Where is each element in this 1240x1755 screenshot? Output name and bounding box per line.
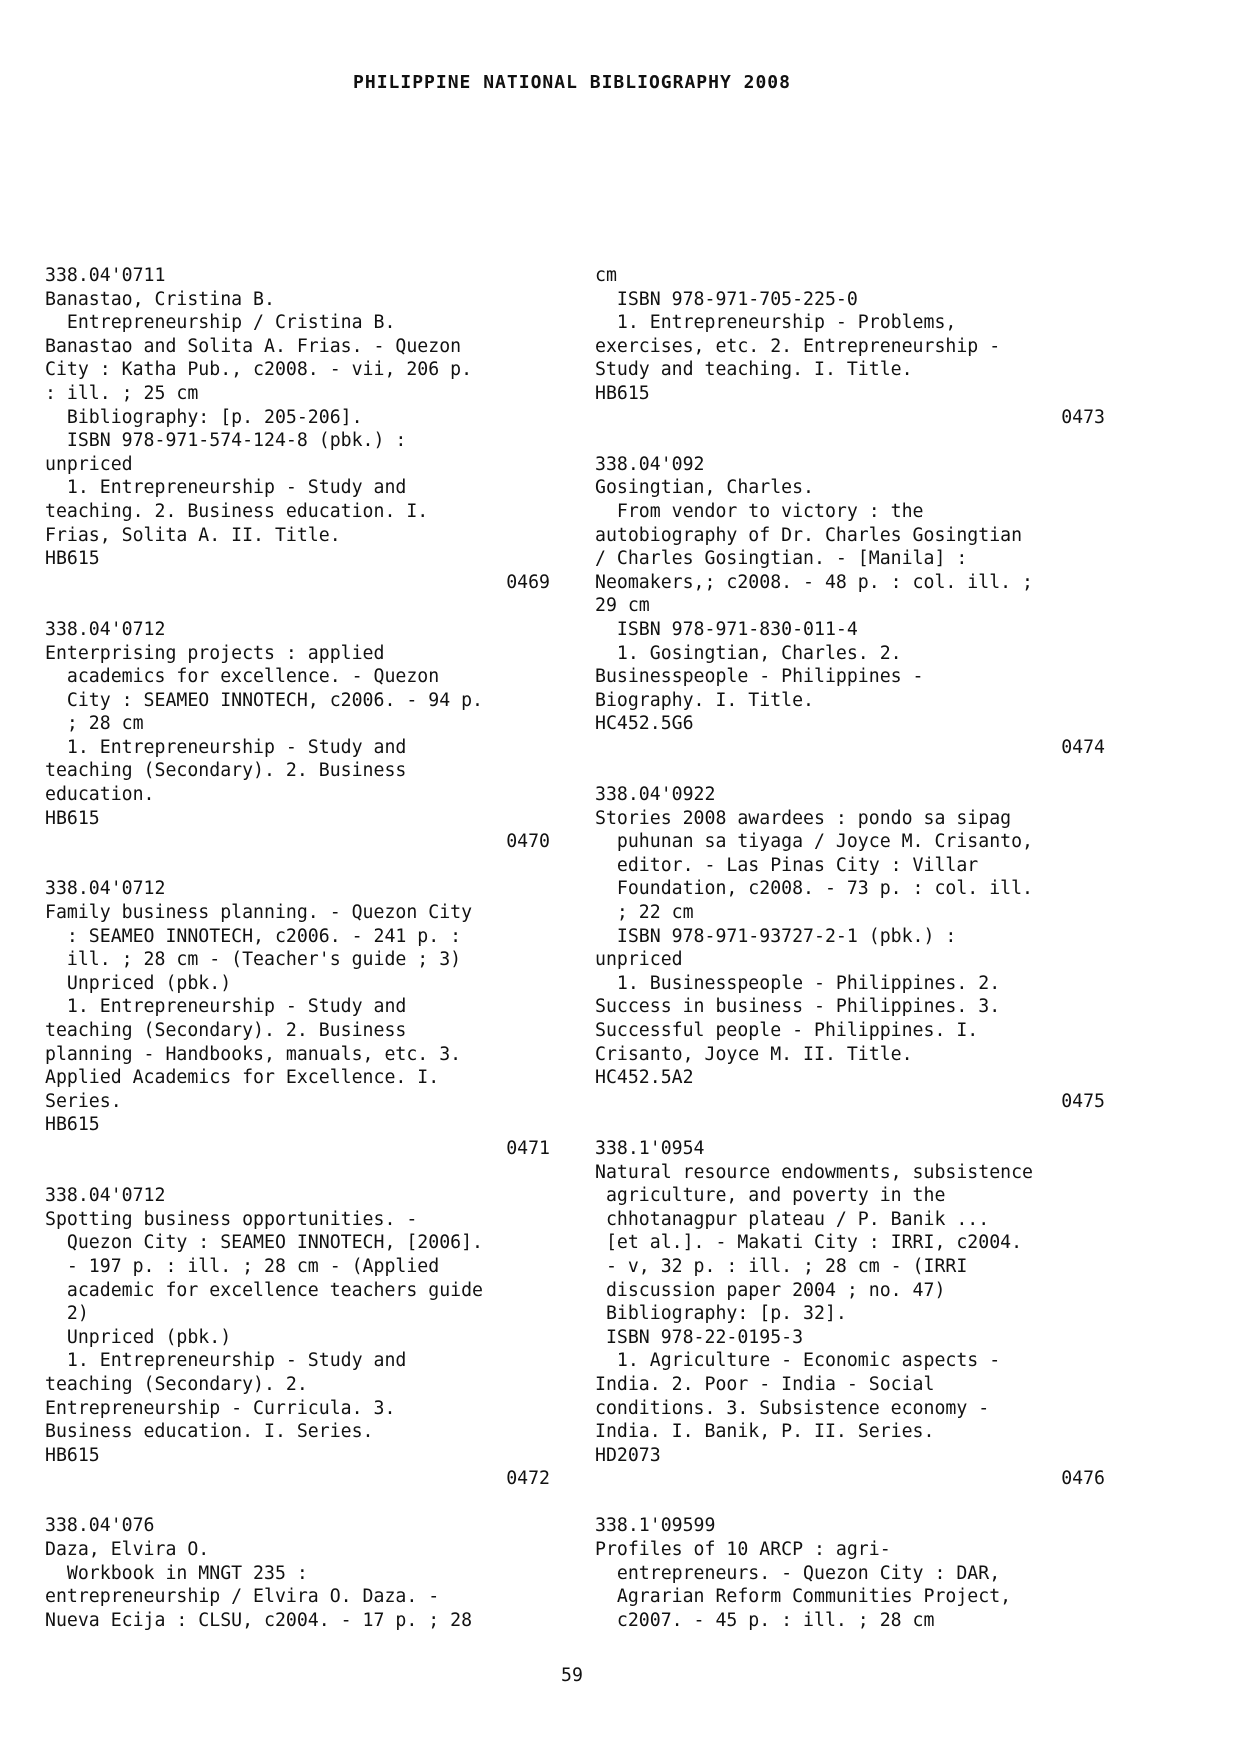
entry-line: HD2073 (595, 1444, 661, 1466)
entry-line: : SEAMEO INNOTECH, c2006. - 241 p. : (45, 925, 462, 947)
entry-line: Foundation, c2008. - 73 p. : col. ill. (595, 878, 1033, 900)
entry-line: ; 28 cm (45, 713, 144, 735)
entry-line: ISBN 978-971-705-225-0 (595, 288, 858, 310)
entry-line: 338.1'0954 (595, 1137, 705, 1159)
entry-line: Neomakers,; c2008. - 48 p. : col. ill. ; (595, 571, 1033, 593)
entry-line: Quezon City : SEAMEO INNOTECH, [2006]. (45, 1232, 483, 1254)
entry-line: : ill. ; 25 cm (45, 382, 199, 404)
entry-line: [et al.]. - Makati City : IRRI, c2004. (595, 1232, 1023, 1254)
entry-line: Bibliography: [p. 32]. (595, 1303, 847, 1325)
entry-line: entrepreneurship / Elvira O. Daza. - (45, 1586, 440, 1608)
entry-line: HB615 (595, 382, 650, 404)
entry-line: Success in business - Philippines. 3. (595, 996, 1001, 1018)
entry-line: ISBN 978-971-830-011-4 (595, 618, 858, 640)
entry-line: Stories 2008 awardees : pondo sa sipag (595, 807, 1012, 829)
entry-line: - v, 32 p. : ill. ; 28 cm - (IRRI (595, 1255, 968, 1277)
entry-line: 1. Agriculture - Economic aspects - (595, 1350, 1001, 1372)
entry-line: 1. Entrepreneurship - Study and (45, 1350, 407, 1372)
entry-line: 338.1'09599 (595, 1515, 716, 1537)
entry-line: teaching (Secondary). 2. (45, 1373, 308, 1395)
entry-line: Unpriced (pbk.) (45, 1326, 232, 1348)
entry-line: Workbook in MNGT 235 : (45, 1562, 308, 1584)
entry-line: 338.04'092 (595, 453, 705, 475)
entry-line: HB615 (45, 1444, 100, 1466)
entry-number: 0471 (506, 1137, 550, 1159)
entry-line: Series. (45, 1090, 122, 1112)
entry-line: Bibliography: [p. 205-206]. (45, 406, 363, 428)
entry-line: autobiography of Dr. Charles Gosingtian (595, 524, 1023, 546)
entry-line: unpriced (45, 453, 133, 475)
entry-line: Entrepreneurship - Curricula. 3. (45, 1397, 396, 1419)
entry-line: 338.04'0712 (45, 1185, 166, 1207)
entry-line: Successful people - Philippines. I. (595, 1020, 979, 1041)
entry-line: HC452.5A2 (595, 1067, 694, 1089)
entry-spacer (595, 1113, 1105, 1137)
entry-line: teaching (Secondary). 2. Business (45, 760, 407, 782)
entry-line: cm (595, 265, 617, 286)
entry-spacer (595, 759, 1105, 783)
entry-line: Banastao, Cristina B. (45, 288, 275, 310)
entry-line: 29 cm (595, 595, 650, 617)
entry-number: 0474 (1061, 736, 1105, 758)
entry-line: Unpriced (pbk.) (45, 972, 232, 994)
entry-line: entrepreneurs. - Quezon City : DAR, (595, 1562, 1001, 1584)
entry-line: Banastao and Solita A. Frias. - Quezon (45, 335, 462, 357)
entry-line: Nueva Ecija : CLSU, c2004. - 17 p. ; 28 (45, 1609, 473, 1631)
entry-line: Biography. I. Title. (595, 689, 814, 711)
entry-line: editor. - Las Pinas City : Villar (595, 854, 979, 876)
entry-spacer (595, 1491, 1105, 1515)
entry-line: HB615 (45, 807, 100, 829)
entry-spacer (45, 854, 550, 878)
entry-line: Business education. I. Series. (45, 1421, 374, 1443)
entry-line: academics for excellence. - Quezon (45, 666, 440, 688)
entry-number: 0473 (1061, 406, 1105, 428)
entry-line: agriculture, and poverty in the (595, 1185, 946, 1207)
entry-line: Applied Academics for Excellence. I. (45, 1067, 440, 1089)
entry-line: ISBN 978-22-0195-3 (595, 1326, 804, 1348)
bibliography-entry (595, 453, 1105, 783)
entry-line: Daza, Elvira O. (45, 1539, 210, 1561)
entry-line: - 197 p. : ill. ; 28 cm - (Applied (45, 1255, 440, 1277)
entry-line: 338.04'0712 (45, 618, 166, 640)
entry-line: Study and teaching. I. Title. (595, 359, 913, 381)
entry-line: / Charles Gosingtian. - [Manila] : (595, 548, 968, 570)
entry-line: c2007. - 45 p. : ill. ; 28 cm (595, 1609, 935, 1631)
entry-line: ; 22 cm (595, 902, 694, 924)
entry-line: ISBN 978-971-574-124-8 (pbk.) : (45, 430, 407, 452)
entry-line: discussion paper 2004 ; no. 47) (595, 1279, 946, 1301)
entry-spacer (45, 1491, 550, 1515)
entry-line: HB615 (45, 548, 100, 570)
entry-line: puhunan sa tiyaga / Joyce M. Crisanto, (595, 831, 1033, 853)
entry-line: education. (45, 784, 155, 806)
entry-number: 0476 (1061, 1468, 1105, 1490)
bibliography-entry (45, 877, 550, 1184)
entry-line: Crisanto, Joyce M. II. Title. (595, 1043, 913, 1065)
entry-line: India. I. Banik, P. II. Series. (595, 1421, 935, 1443)
entry-number: 0472 (506, 1468, 550, 1490)
entry-line: Profiles of 10 ARCP : agri- (595, 1539, 891, 1561)
entry-line: 338.04'0711 (45, 265, 166, 286)
page-number: 59 (561, 1665, 583, 1686)
entry-line: 2) (45, 1303, 89, 1325)
page-title: PHILIPPINE NATIONAL BIBLIOGRAPHY 2008 (353, 72, 791, 93)
entry-line: planning - Handbooks, manuals, etc. 3. (45, 1043, 462, 1065)
entry-number: 0475 (1061, 1090, 1105, 1112)
entry-line: Gosingtian, Charles. (595, 477, 814, 499)
bibliography-entry (595, 1137, 1105, 1515)
entry-line: Entrepreneurship / Cristina B. (45, 312, 396, 334)
entry-line: Enterprising projects : applied (45, 642, 385, 664)
entry-line: ISBN 978-971-93727-2-1 (pbk.) : (595, 925, 957, 947)
entry-line: conditions. 3. Subsistence economy - (595, 1397, 990, 1419)
left-column (45, 264, 550, 1632)
entry-spacer (595, 429, 1105, 453)
entry-line: 1. Entrepreneurship - Study and (45, 736, 407, 758)
bibliography-entry (595, 264, 1105, 453)
entry-line: Agrarian Reform Communities Project, (595, 1586, 1012, 1608)
right-column (595, 264, 1105, 1632)
entry-line: 1. Entrepreneurship - Study and (45, 996, 407, 1018)
bibliography-entry (595, 1514, 1105, 1632)
entry-line: 1. Entrepreneurship - Problems, (595, 312, 957, 334)
entry-line: Spotting business opportunities. - (45, 1208, 418, 1230)
bibliography-entry (595, 783, 1105, 1137)
entry-line: unpriced (595, 949, 683, 971)
entry-line: 338.04'0712 (45, 878, 166, 900)
entry-line: HC452.5G6 (595, 713, 694, 735)
entry-line: India. 2. Poor - India - Social (595, 1373, 935, 1395)
bibliography-entry (45, 1514, 550, 1632)
entry-line: 338.04'0922 (595, 784, 716, 806)
entry-line: City : SEAMEO INNOTECH, c2006. - 94 p. (45, 689, 483, 711)
bibliography-entry (45, 618, 550, 878)
entry-line: teaching. 2. Business education. I. (45, 500, 429, 522)
entry-line: City : Katha Pub., c2008. - vii, 206 p. (45, 359, 473, 381)
entry-line: Businesspeople - Philippines - (595, 666, 924, 688)
entry-line: 338.04'076 (45, 1515, 155, 1537)
entry-line: chhotanagpur plateau / P. Banik ... (595, 1208, 990, 1230)
entry-number: 0469 (506, 571, 550, 593)
entry-number: 0470 (506, 831, 550, 853)
entry-line: academic for excellence teachers guide (45, 1279, 483, 1301)
entry-line: ill. ; 28 cm - (Teacher's guide ; 3) (45, 949, 462, 971)
entry-line: 1. Gosingtian, Charles. 2. (595, 642, 902, 664)
entry-line: Natural resource endowments, subsistence (595, 1161, 1033, 1183)
entry-line: Family business planning. - Quezon City (45, 902, 473, 924)
entry-spacer (45, 594, 550, 618)
bibliography-entry (45, 264, 550, 618)
entry-line: teaching (Secondary). 2. Business (45, 1020, 407, 1041)
entry-line: From vendor to victory : the (595, 500, 924, 522)
entry-line: Frias, Solita A. II. Title. (45, 524, 341, 546)
entry-line: 1. Entrepreneurship - Study and (45, 477, 407, 499)
entry-line: exercises, etc. 2. Entrepreneurship - (595, 335, 1001, 357)
entry-line: 1. Businesspeople - Philippines. 2. (595, 972, 1001, 994)
entry-spacer (45, 1161, 550, 1185)
entry-line: HB615 (45, 1114, 100, 1136)
bibliography-entry (45, 1184, 550, 1514)
